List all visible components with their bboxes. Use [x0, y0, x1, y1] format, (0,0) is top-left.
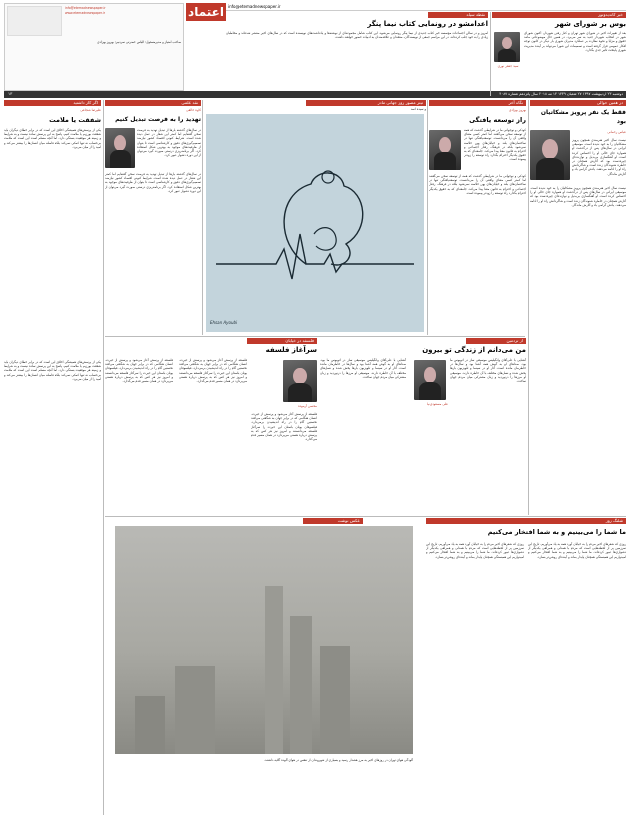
photo-box-caption: آلودگی هوای تهران در روزهای اخیر به مرز هشدار رسید و بسیاری از شهروندان از تنفس در هوای آلوده گلایه داشتند.	[264, 758, 413, 762]
mid-left-section: فلسفه در خیابان	[247, 338, 317, 344]
col-right-a-text-cont: نیست سال اخیر هنرمندی همچون پرویز مشکاتیان را به خود ندیده است. موسیقی ایرانی در سال‌های پس از درگذشت او همواره جای خالی او را احساس کرده است. او آهنگسازی بی‌بدیل و نوازنده‌ای چیره‌دست بود که آثارش همچنان در خاطره شنوندگان زنده است و شاگردانش راه او را ادامه می‌دهند. یادش گرامی باد و آثارش ماندگار.	[530, 186, 626, 207]
col-far-left	[4, 100, 101, 815]
credits-line: صاحب امتیاز و مدیرمسئول: الیاس حضرتی سردبیر: بهروز بهزادی	[97, 40, 181, 44]
mid-left-author: محسن آرموده	[298, 404, 317, 408]
masthead-logo: اعتماد	[186, 3, 226, 21]
top-right-section: خبر کاندیدوتور	[492, 12, 626, 18]
heartbeat-mother-icon	[206, 114, 424, 332]
header-info-box	[4, 3, 184, 91]
photo-box-section: عکس نوشت	[303, 518, 363, 524]
email-text: info@etemadnewspaper.ir	[228, 4, 281, 9]
col-far-left-title: شفقت یا ملامت	[49, 116, 101, 124]
col-left-a-text-cont: در سال‌های گذشته بارها از تبدیل تهدید به فرصت سخن گفته‌ایم اما کمتر این شعار در عمل دیده شده است. شرایط کنونی اقتصاد کشور نیازمند تصمیم‌گیری‌های دقیق و کارشناسی است تا بتوان از ظرفیت‌های موجود به بهترین شکل استفاده کرد. اگر برنامه‌ریزی درستی صورت گیرد می‌توان از این دوره دشوار عبور کرد.	[105, 172, 201, 193]
col-right-b	[429, 100, 526, 335]
page-number: ۱۳	[8, 91, 13, 96]
seal-box	[7, 6, 62, 36]
top-right-author: سید جعفر نوری	[497, 64, 519, 68]
mid-left-text-c: فلسفه از پرسش آغاز می‌شود و پرسش از حیرت. انسان هنگامی که در برابر جهان به شگفتی می‌افتد نخستین گام را در راه اندیشیدن برمی‌دارد. فیلسوفان یونان باستان این حیرت را سرآغاز فلسفه می‌دانستند و امروز نیز هر کس که به پرسش درباره هستی می‌پردازد در همان مسیر قدم می‌گذارد.	[105, 358, 173, 384]
top-center-section: نقطه سیاه	[428, 12, 488, 18]
top-right-title: بوس بر شورای شهر	[555, 20, 626, 28]
top-center-block	[226, 12, 488, 96]
mid-left-block	[105, 338, 317, 514]
top-center-title: اعدامشو در رونمایی کتاب نیما پنگر	[367, 20, 488, 28]
bottom-right-title: ما شما را می‌بینیم و به شما افتخار می‌کنیم	[487, 528, 626, 536]
mid-center-text-left: آشنایی با علی‌آقای وانگیلیس موسیقی ساز در اتوبوس ما بود. صداهای او به گوش همه آشنا بود و سال‌ها در خاطرمان مانده است. آثار او در سینما و تلویزیون بارها پخش شده و نسل‌های مختلف با آن خاطره دارند. موسیقی او مرزها را درنوردید و زبان مشترکی میان مردم جهان ساخت.	[320, 358, 406, 379]
col-far-left-text-cont: یکی از پرسش‌های همیشگی اخلاق این است که در برابر خطای دیگران باید شفقت بورزیم یا ملامت کنیم. پاسخ به این پرسش ساده نیست و به شرایط و زمینه هر موقعیت بستگی دارد. اما آنچه مسلم است این است که ملامت بی‌حساب نه تنها کمکی نمی‌کند بلکه فاصله میان انسان‌ها را بیشتر می‌کند و امید را از میان می‌برد.	[4, 360, 101, 381]
date-line: دوشنبه ۲۳ اردیبهشت ۱۳۹۷ ۲۷ شعبان ۱۴۳۹ ۱۴ مه ۲۰۱۸ سال پانزدهم شماره ۴۰۸۷	[499, 92, 623, 96]
meshkatian-photo	[530, 130, 570, 180]
armoudeh-photo	[283, 360, 317, 402]
mid-left-title: سرآغاز فلسفه	[265, 346, 317, 354]
cartoon-block	[204, 100, 426, 335]
col-right-b-text: کودکی و نوجوانی ما در شرایطی گذشت که همه از توسعه سخن می‌گفتند اما کمتر کسی معنای واقعی آن را می‌دانست. توسعه‌یافتگی تنها در ساختمان‌های بلند و خیابان‌های پهن خلاصه نمی‌شود بلکه در فرهنگ، رفتار اجتماعی و احترام به قانون معنا پیدا می‌کند. جامعه‌ای که به حقوق یکدیگر احترام بگذارد راه توسعه را زودتر پیموده است.	[464, 128, 526, 162]
top-center-text: امروز و در سالن اجتماعات مؤسسه خبر کتاب جدیدی از نیما پنگر رونمایی می‌شود. این کتاب شامل مجموعه‌ای از نوشته‌ها و یادداشت‌های نویسنده است که در سال‌های اخیر منتشر شده‌اند و مخاطبان زیادی را به خود جلب کرده‌اند. در این مراسم جمعی از نویسندگان، منتقدان و علاقه‌مندان به ادبیات حضور خواهند داشت.	[226, 31, 488, 40]
col-right-a-title: فقط یک نفر پرویز مشکاتیان بود	[540, 109, 626, 125]
author-photo	[494, 32, 520, 62]
email-bar	[226, 3, 626, 11]
mid-left-text-b: فلسفه از پرسش آغاز می‌شود و پرسش از حیرت. انسان هنگامی که در برابر جهان به شگفتی می‌افتد نخستین گام را در راه اندیشیدن برمی‌دارد. فیلسوفان یونان باستان این حیرت را سرآغاز فلسفه می‌دانستند و امروز نیز هر کس که به پرسش درباره هستی می‌پردازد در همان مسیر قدم می‌گذارد.	[179, 358, 247, 384]
col-right-a-section: در همین حوالی	[530, 100, 626, 106]
cartoon-signature: Ehsan Ayoubi	[210, 320, 238, 325]
col-right-b-section: نگاه آخر	[429, 100, 526, 106]
col-far-left-author: علیرضا شجاعی	[80, 108, 101, 112]
col-left-a	[105, 100, 201, 335]
col-right-a	[530, 100, 626, 515]
top-right-block	[492, 12, 626, 96]
col-far-left-text: یکی از پرسش‌های همیشگی اخلاق این است که در برابر خطای دیگران باید شفقت بورزیم یا ملامت کنیم. پاسخ به این پرسش ساده نیست و به شرایط و زمینه هر موقعیت بستگی دارد. اما آنچه مسلم است این است که ملامت بی‌حساب نه تنها کمکی نمی‌کند بلکه فاصله میان انسان‌ها را بیشتر می‌کند و امید را از میان می‌برد.	[4, 128, 101, 149]
bottom-right-block	[426, 518, 626, 815]
bottom-right-text-a: روزی که شعرهای اخیر مردم را به خیابان آورد همه به یاد می‌آوریم. تاریخ این سرزمین پر از لحظه‌هایی است که مردم با همدلی و همراهی یکدیگر از دشواری‌ها عبور کرده‌اند. ما شما را می‌بینیم و به شما افتخار می‌کنیم و امیدواریم این همبستگی همچنان پایدار بماند و آینده‌ای روشن‌تر بسازد.	[528, 542, 626, 559]
col-left-a-section: نقد علمی	[105, 100, 201, 106]
col-right-a-author: عباس رحمانی	[607, 130, 626, 134]
col-right-b-title: راز توسعه یافتگی	[469, 116, 526, 124]
cartoon-subtitle: و سیده اسد	[410, 107, 426, 111]
bottom-right-text-b: روزی که شعرهای اخیر مردم را به خیابان آورد همه به یاد می‌آوریم. تاریخ این سرزمین پر از لحظه‌هایی است که مردم با همدلی و همراهی یکدیگر از دشواری‌ها عبور کرده‌اند. ما شما را می‌بینیم و به شما افتخار می‌کنیم و امیدواریم این همبستگی همچنان پایدار بماند و آینده‌ای روشن‌تر بسازد.	[426, 542, 524, 559]
mid-left-text-a: فلسفه از پرسش آغاز می‌شود و پرسش از حیرت. انسان هنگامی که در برابر جهان به شگفتی می‌افتد نخستین گام را در راه اندیشیدن برمی‌دارد. فیلسوفان یونان باستان این حیرت را سرآغاز فلسفه می‌دانستند و امروز نیز هر کس که به پرسش درباره هستی می‌پردازد در همان مسیر قدم می‌گذارد.	[251, 412, 317, 442]
photo-box	[105, 518, 423, 815]
top-right-text: بعد از تغییرات اخیر در شورای شهر تهران و کنار رفتن شهردار، اکنون شورای شهر در انتخاب شهردار جدید به سر می‌برد. در همین حال موضوعاتی مانند حقوق و مزایا و نحوه نظارت بر عملکرد مدیران شهری بار دیگر در کانون توجه افکار عمومی قرار گرفته است و تصمیمات این شورا می‌تواند بر آینده مدیریت شهری پایتخت تاثیر جدی بگذارد.	[524, 31, 626, 52]
cartoon-section: تیتر مصور روز جهانی مادر	[306, 100, 426, 106]
site-line-2: www.etemadnewspaper.ir	[65, 11, 106, 15]
cartoon-illustration	[206, 114, 424, 332]
mid-center-block	[320, 338, 526, 514]
col-left-a-author: کاوه خالقی	[186, 108, 201, 112]
mid-center-section: از تردمین	[466, 338, 526, 344]
col-right-a-text: نیست سال اخیر هنرمندی همچون پرویز مشکاتیان را به خود ندیده است. موسیقی ایرانی در سال‌های پس از درگذشت او همواره جای خالی او را احساس کرده است. او آهنگسازی بی‌بدیل و نوازنده‌ای چیره‌دست بود که آثارش همچنان در خاطره شنوندگان زنده است و شاگردانش راه او را ادامه می‌دهند. یادش گرامی باد و آثارش ماندگار.	[572, 138, 626, 176]
col-left-a-title: تهدید را به فرصت تبدیل کنیم	[115, 116, 201, 123]
col-left-a-text: در سال‌های گذشته بارها از تبدیل تهدید به فرصت سخن گفته‌ایم اما کمتر این شعار در عمل دیده شده است. شرایط کنونی اقتصاد کشور نیازمند تصمیم‌گیری‌های دقیق و کارشناسی است تا بتوان از ظرفیت‌های موجود به بهترین شکل استفاده کرد. اگر برنامه‌ریزی درستی صورت گیرد می‌توان از این دوره دشوار عبور کرد.	[137, 128, 201, 158]
behzadi-photo	[429, 130, 461, 170]
pollution-photo	[115, 526, 413, 754]
site-line-1: info@etemadnewspaper.ir	[65, 6, 106, 10]
mid-center-author: علی مسعودی‌نیا	[426, 402, 448, 406]
col-right-b-author: بهروز بهزادی	[508, 108, 526, 112]
khaleghi-photo	[105, 128, 135, 168]
masoudinia-photo	[414, 360, 446, 400]
col-far-left-section: اگر کار داشتید	[4, 100, 101, 106]
mid-center-text-right: آشنایی با علی‌آقای وانگیلیس موسیقی ساز در اتوبوس ما بود. صداهای او به گوش همه آشنا بود و سال‌ها در خاطرمان مانده است. آثار او در سینما و تلویزیون بارها پخش شده و نسل‌های مختلف با آن خاطره دارند. موسیقی او مرزها را درنوردید و زبان مشترکی میان مردم جهان ساخت.	[450, 358, 526, 384]
col-right-b-text-cont: کودکی و نوجوانی ما در شرایطی گذشت که همه از توسعه سخن می‌گفتند اما کمتر کسی معنای واقعی آن را می‌دانست. توسعه‌یافتگی تنها در ساختمان‌های بلند و خیابان‌های پهن خلاصه نمی‌شود بلکه در فرهنگ، رفتار اجتماعی و احترام به قانون معنا پیدا می‌کند. جامعه‌ای که به حقوق یکدیگر احترام بگذارد راه توسعه را زودتر پیموده است.	[429, 174, 526, 195]
mid-center-title: من می‌دانم از زندگی تو بیرون	[422, 346, 526, 354]
bottom-right-section: شلنگ روز	[426, 518, 626, 524]
